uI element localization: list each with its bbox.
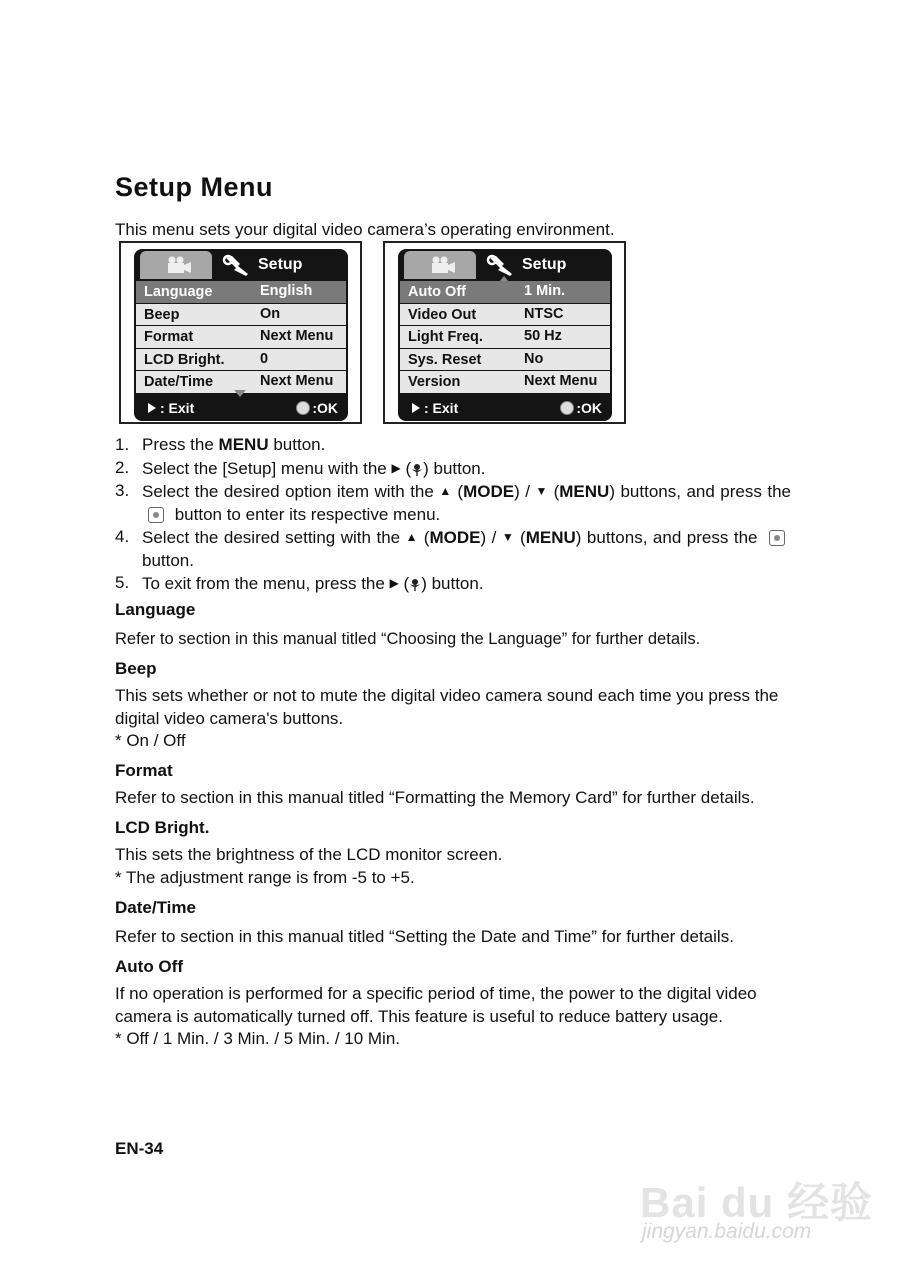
setup-tab-title: Setup [258, 256, 303, 273]
exit-hint [148, 400, 194, 416]
exit-label: : Exit [160, 400, 195, 416]
right-arrow-icon [412, 403, 420, 413]
options-note: * The adjustment range is from -5 to +5. [115, 867, 415, 887]
step-number: 4. [115, 527, 130, 546]
row-value: Next Menu [524, 373, 598, 390]
intro-text: This menu sets your digital video camera’s operating environment. [115, 220, 615, 239]
ok-hint [560, 400, 602, 416]
menu-button-name: MENU [218, 435, 269, 454]
video-camera-icon [164, 256, 192, 274]
menu-list [136, 281, 346, 394]
row-label: Beep [144, 306, 180, 323]
step-text: ) button. [421, 574, 484, 593]
menu-row-beep [136, 304, 346, 326]
menu-row-light-freq [400, 326, 610, 348]
wrench-icon [486, 254, 516, 278]
step-text: button. [268, 435, 326, 454]
step-number: 3. [115, 481, 130, 500]
section-body-lcd-bright [115, 844, 791, 889]
setup-tab [476, 251, 608, 279]
section-heading-language: Language [115, 600, 196, 619]
step-item [115, 572, 791, 596]
step-text: button to enter its respective menu. [170, 504, 441, 524]
ok-button-icon [560, 401, 574, 415]
step-text: ( [398, 574, 410, 593]
step-item [115, 457, 791, 481]
row-label: Auto Off [408, 284, 466, 300]
step-number: 5. [115, 573, 130, 592]
watermark-logo: Bai du 经验 [640, 1179, 874, 1226]
options-note: * Off / 1 Min. / 3 Min. / 5 Min. / 10 Min. [115, 1029, 401, 1048]
step-number: 2. [115, 457, 130, 477]
step-text: button. [142, 550, 194, 570]
row-value: English [260, 283, 313, 299]
ok-hint [296, 400, 338, 416]
menu-row-lcd-bright [136, 349, 346, 371]
mode-button-name: MODE [429, 528, 481, 547]
step-text: Press the [142, 435, 219, 454]
video-tab [140, 251, 212, 279]
step-text: Select the desired setting with the [142, 528, 406, 547]
lcd-status-bar [398, 395, 612, 421]
row-label: Video Out [408, 306, 477, 323]
step-item [115, 434, 791, 457]
section-body-date-time: Refer to section in this manual titled “Setting the Date and Time” for further details. [115, 927, 734, 946]
body-text: If no operation is performed for a specific period of time, the power to the digital video camera is automatically turned off. This feature is useful to reduce battery usage. [115, 984, 757, 1026]
section-heading-auto-off: Auto Off [115, 957, 183, 976]
down-arrow-icon: ▼ [501, 530, 515, 544]
up-arrow-icon: ▲ [405, 530, 419, 544]
wrench-icon [222, 254, 252, 278]
row-label: Version [408, 374, 461, 391]
step-text: To exit from the menu, press the [142, 574, 390, 593]
step-text: buttons, and press the [581, 528, 763, 547]
video-camera-icon [428, 256, 456, 274]
exit-label: : Exit [424, 400, 459, 416]
row-value: Next Menu [260, 373, 334, 390]
setup-tab [212, 251, 344, 279]
menu-row-sys-reset [400, 349, 610, 371]
macro-flower-icon [411, 463, 423, 476]
page-title: Setup Menu [115, 172, 273, 202]
row-value: 50 Hz [524, 328, 562, 345]
right-arrow-icon [148, 403, 156, 413]
lcd-status-bar [134, 395, 348, 421]
section-body-language: Refer to section in this manual titled “Choosing the Language” for further details. [115, 630, 701, 648]
step-text: ) button. [423, 458, 486, 478]
step-text: Select the [Setup] menu with the [142, 458, 392, 478]
step-item: 4. Select the desired setting with the ▲ (MODE) / ▼ (MENU) buttons, and press the button. [115, 526, 791, 572]
row-value: No [524, 350, 544, 367]
row-value: NTSC [524, 305, 564, 322]
step-text: Select the desired option item with the [142, 482, 440, 501]
row-label: LCD Bright. [144, 351, 225, 368]
setup-tab-title: Setup [522, 256, 567, 273]
ok-button-icon [769, 530, 785, 546]
menu-row-auto-off [400, 281, 610, 303]
macro-flower-icon [409, 578, 421, 591]
right-arrow-icon: ▶ [391, 460, 401, 475]
row-label: Sys. Reset [408, 351, 482, 368]
row-label: Format [144, 329, 194, 346]
step-text: ( [400, 458, 412, 478]
ok-label: :OK [576, 400, 602, 416]
ok-button-icon [148, 507, 164, 523]
down-arrow-icon: ▼ [535, 484, 549, 498]
row-value: 0 [260, 350, 269, 367]
right-arrow-icon: ▶ [389, 576, 399, 590]
menu-row-language [136, 281, 346, 303]
section-heading-beep: Beep [115, 659, 157, 678]
watermark-url: jingyan.baidu.com [642, 1220, 812, 1243]
ok-button-icon [296, 401, 310, 415]
row-label: Light Freq. [408, 329, 483, 346]
row-label: Language [144, 284, 213, 300]
body-text: This sets whether or not to mute the digital video camera sound each time you press the digital video camera's buttons. [115, 686, 779, 728]
menu-row-version [400, 371, 610, 393]
lcd-screenshot-1 [119, 241, 362, 424]
mode-button-name: MODE [463, 482, 515, 501]
section-heading-format: Format [115, 761, 173, 780]
body-text: This sets the brightness of the LCD monitor screen. [115, 845, 503, 864]
section-body-auto-off [115, 983, 791, 1051]
row-label: Date/Time [144, 374, 214, 391]
step-text: buttons, and press the [615, 482, 791, 501]
up-arrow-icon: ▲ [439, 484, 452, 498]
steps-list [115, 434, 791, 596]
row-value: 1 Min. [524, 283, 566, 299]
menu-row-format [136, 326, 346, 348]
options-note: * On / Off [115, 731, 186, 750]
menu-list [400, 281, 610, 394]
video-tab [404, 251, 476, 279]
row-value: On [260, 305, 281, 322]
section-body-format: Refer to section in this manual titled “Formatting the Memory Card” for further details. [115, 788, 755, 807]
lcd-screenshot-2 [383, 241, 626, 424]
menu-button-name: MENU [559, 482, 610, 501]
step-item: 3. Select the desired option item with the ▲ (MODE) / ▼ (MENU) buttons, and press the button to enter its respective menu. [115, 481, 791, 524]
section-heading-date-time: Date/Time [115, 898, 196, 917]
menu-row-video-out [400, 304, 610, 326]
exit-hint [412, 400, 458, 416]
step-number: 1. [115, 435, 130, 454]
ok-label: :OK [312, 400, 338, 416]
menu-button-name: MENU [525, 528, 576, 547]
lcd-display [134, 249, 348, 421]
page-number: EN-34 [115, 1139, 164, 1158]
row-value: Next Menu [260, 328, 334, 345]
lcd-display [398, 249, 612, 421]
section-heading-lcd-bright: LCD Bright. [115, 818, 210, 837]
section-body-beep [115, 685, 791, 753]
